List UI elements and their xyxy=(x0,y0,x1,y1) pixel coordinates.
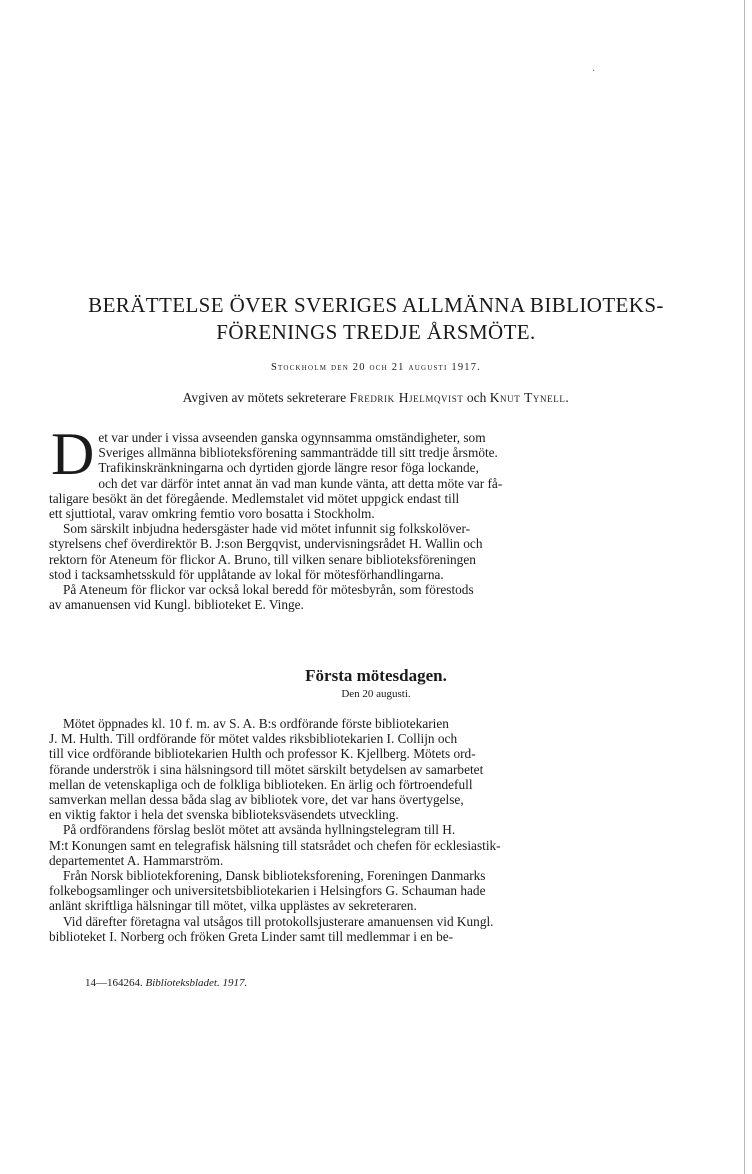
journal-reference: Biblioteksbladet. 1917. xyxy=(145,977,248,989)
text-line: departementet A. Hammarström. xyxy=(49,852,224,868)
dateline: Stockholm den 20 och 21 augusti 1917. xyxy=(270,362,482,373)
text-line: folkebogsamlinger och universitetsbibliotekarien i Helsingfors G. Schauman hade xyxy=(49,883,486,899)
text-line: M:t Konungen samt en telegrafisk hälsning till statsrådet och chefen för ecklesiastik- xyxy=(49,837,501,853)
text-line: Vid därefter företagna val utsågos till protokollsjusterare amanuensen vid Kungl. xyxy=(63,913,494,929)
text-line: en viktig faktor i hela det svenska biblioteksväsendets utveckling. xyxy=(49,807,399,823)
secretary-1: Fredrik Hjelmqvist xyxy=(349,390,464,405)
text-line: J. M. Hulth. Till ordförande för mötet valdes riksbibliotekarien I. Collijn och xyxy=(49,731,458,747)
text-line: biblioteket I. Norberg och fröken Greta Linder samt till medlemmar i en be- xyxy=(49,928,454,944)
text-line: rektorn för Ateneum för flickor A. Bruno, till vilken senare biblioteksföreningen xyxy=(49,551,476,567)
printer-signature: 14—164264. xyxy=(85,977,143,989)
byline-and: och xyxy=(466,390,487,405)
text-line: Sveriges allmänna biblioteksförening sammanträdde till sitt tredje årsmöte. xyxy=(98,445,498,461)
section-heading: Första mötesdagen. xyxy=(305,666,447,685)
article-title xyxy=(40,292,712,346)
text-line: och det var därför intet annat än vad man kunde vänta, att detta möte var få- xyxy=(98,475,503,491)
text-line: ett sjuttiotal, varav omkring femtio voro bosatta i Stockholm. xyxy=(49,506,375,522)
byline-prefix: Avgiven av mötets sekreterare xyxy=(182,390,347,405)
title-line-1: BERÄTTELSE ÖVER SVERIGES ALLMÄNNA BIBLIOTEKS- xyxy=(88,293,664,317)
title-line-2: FÖRENINGS TREDJE ÅRSMÖTE. xyxy=(216,320,536,344)
text-line: mellan de vetenskapliga och de folkliga biblioteken. En ärlig och förtroendefull xyxy=(49,776,473,792)
text-line: av amanuensen vid Kungl. biblioteket E. Vinge. xyxy=(49,597,304,613)
byline xyxy=(40,390,712,406)
text-line: anlänt skriftliga hälsningar till mötet, vilka upplästes av sekreteraren. xyxy=(49,898,417,914)
page-edge-rule xyxy=(744,0,745,1174)
text-line: till vice ordförande bibliotekarien Hulth och professor K. Kjellberg. Mötets ord- xyxy=(49,746,476,762)
text-line: Trafikinskränkningarna och dyrtiden gjorde längre resor föga lockande, xyxy=(98,460,479,476)
intro-text xyxy=(49,421,617,613)
scan-speck: · xyxy=(592,66,596,77)
text-line: styrelsens chef överdirektör B. J:son Bergqvist, undervisningsrådet H. Wallin och xyxy=(49,536,483,552)
text-line: Som särskilt inbjudna hedersgäster hade vid mötet infunnit sig folkskolöver- xyxy=(63,521,471,537)
section-date: Den 20 augusti. xyxy=(341,688,411,700)
text-line: samverkan mellan dessa båda slag av bibliotek vore, det var hans övertygelse, xyxy=(49,792,464,808)
text-line: förande underströk i sina hälsningsord till mötet särskilt betydelsen av samarbetet xyxy=(49,761,484,777)
text-line: Från Norsk bibliotekforening, Dansk biblioteksforening, Foreningen Danmarks xyxy=(63,868,486,884)
drop-cap: D xyxy=(51,421,95,487)
text-line: Mötet öppnades kl. 10 f. m. av S. A. B:s ordförande förste bibliotekarien xyxy=(63,716,449,731)
text-line: På ordförandens förslag beslöt mötet att avsända hyllningstelegram till H. xyxy=(63,822,456,838)
text-line: stod i tacksamhetsskuld för upplåtande av lokal för mötesförhandlingarna. xyxy=(49,566,444,582)
secretary-2: Knut Tynell. xyxy=(489,390,570,405)
text-line: På Ateneum för flickor var också lokal beredd för mötesbyrån, som förestods xyxy=(63,582,474,598)
section-text xyxy=(49,716,617,944)
text-line: et var under i vissa avseenden ganska ogynnsamma omständigheter, som xyxy=(98,430,486,445)
text-line: taligare besökt än det föregående. Medlemstalet vid mötet uppgick endast till xyxy=(49,490,460,506)
page-footer xyxy=(85,977,247,989)
